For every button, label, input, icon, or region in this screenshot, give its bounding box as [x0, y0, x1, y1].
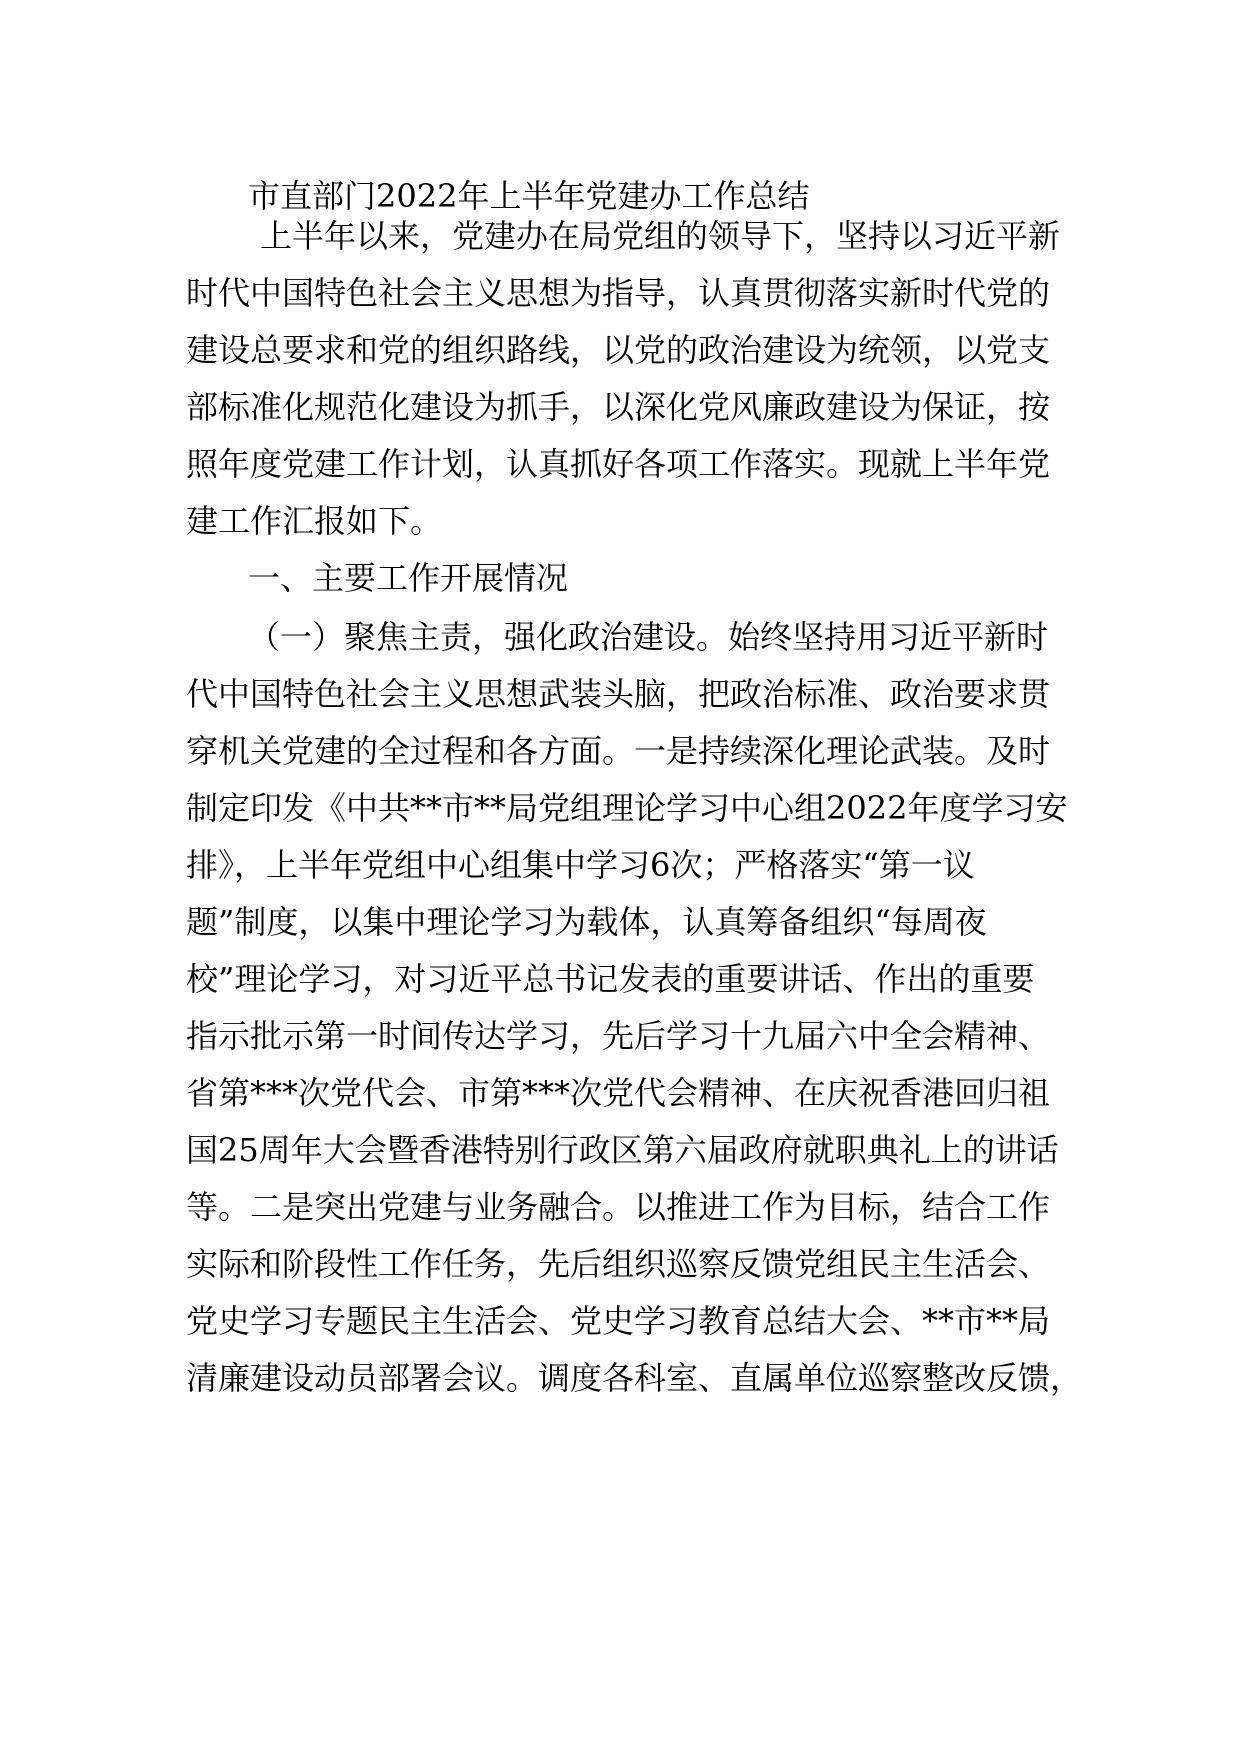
- paragraph-line: 建工作汇报如下。: [186, 502, 443, 540]
- paragraph-line: 题”制度，以集中理论学习为载体，认真筹备组织“每周夜: [186, 903, 987, 941]
- paragraph-line: 国25周年大会暨香港特别行政区第六届政府就职典礼上的讲话: [186, 1131, 1059, 1169]
- paragraph-line: （一）聚焦主责，强化政治建设。始终坚持用习近平新时: [248, 618, 1049, 656]
- paragraph-line: 清廉建设动员部署会议。调度各科室、直属单位巡察整改反馈，: [186, 1359, 1083, 1397]
- paragraph-line: 穿机关党建的全过程和各方面。一是持续深化理论武装。及时: [186, 732, 1051, 770]
- paragraph-line: 照年度党建工作计划，认真抓好各项工作落实。现就上半年党: [186, 445, 1051, 483]
- paragraph-line: 部标准化规范化建设为抓手，以深化党风廉政建设为保证，按: [186, 388, 1051, 426]
- paragraph-line: 党史学习专题民主生活会、党史学习教育总结大会、**市**局: [186, 1302, 1051, 1340]
- paragraph-line: 时代中国特色社会主义思想为指导，认真贯彻落实新时代党的: [186, 274, 1051, 312]
- paragraph-line: 建设总要求和党的组织路线，以党的政治建设为统领，以党支: [186, 331, 1051, 369]
- paragraph-line: 等。二是突出党建与业务融合。以推进工作为目标，结合工作: [186, 1188, 1051, 1226]
- document-title: 市直部门2022年上半年党建办工作总结: [248, 177, 810, 215]
- paragraph-line: 代中国特色社会主义思想武装头脑，把政治标准、政治要求贯: [186, 675, 1051, 713]
- paragraph-line: 制定印发《中共**市**局党组理论学习中心组2022年度学习安: [186, 789, 1068, 827]
- paragraph-line: 上半年以来，党建办在局党组的领导下，坚持以习近平新: [260, 217, 1061, 255]
- paragraph-line: 省第***次党代会、市第***次党代会精神、在庆祝香港回归祖: [186, 1074, 1051, 1112]
- paragraph-line: 实际和阶段性工作任务，先后组织巡察反馈党组民主生活会、: [186, 1245, 1051, 1283]
- paragraph-line: 校”理论学习，对习近平总书记发表的重要讲话、作出的重要: [186, 960, 1035, 998]
- paragraph-line: 指示批示第一时间传达学习，先后学习十九届六中全会精神、: [186, 1017, 1051, 1055]
- section-heading: 一、主要工作开展情况: [248, 559, 569, 597]
- paragraph-line: 排》，上半年党组中心组集中学习6次；严格落实“第一议: [186, 846, 975, 884]
